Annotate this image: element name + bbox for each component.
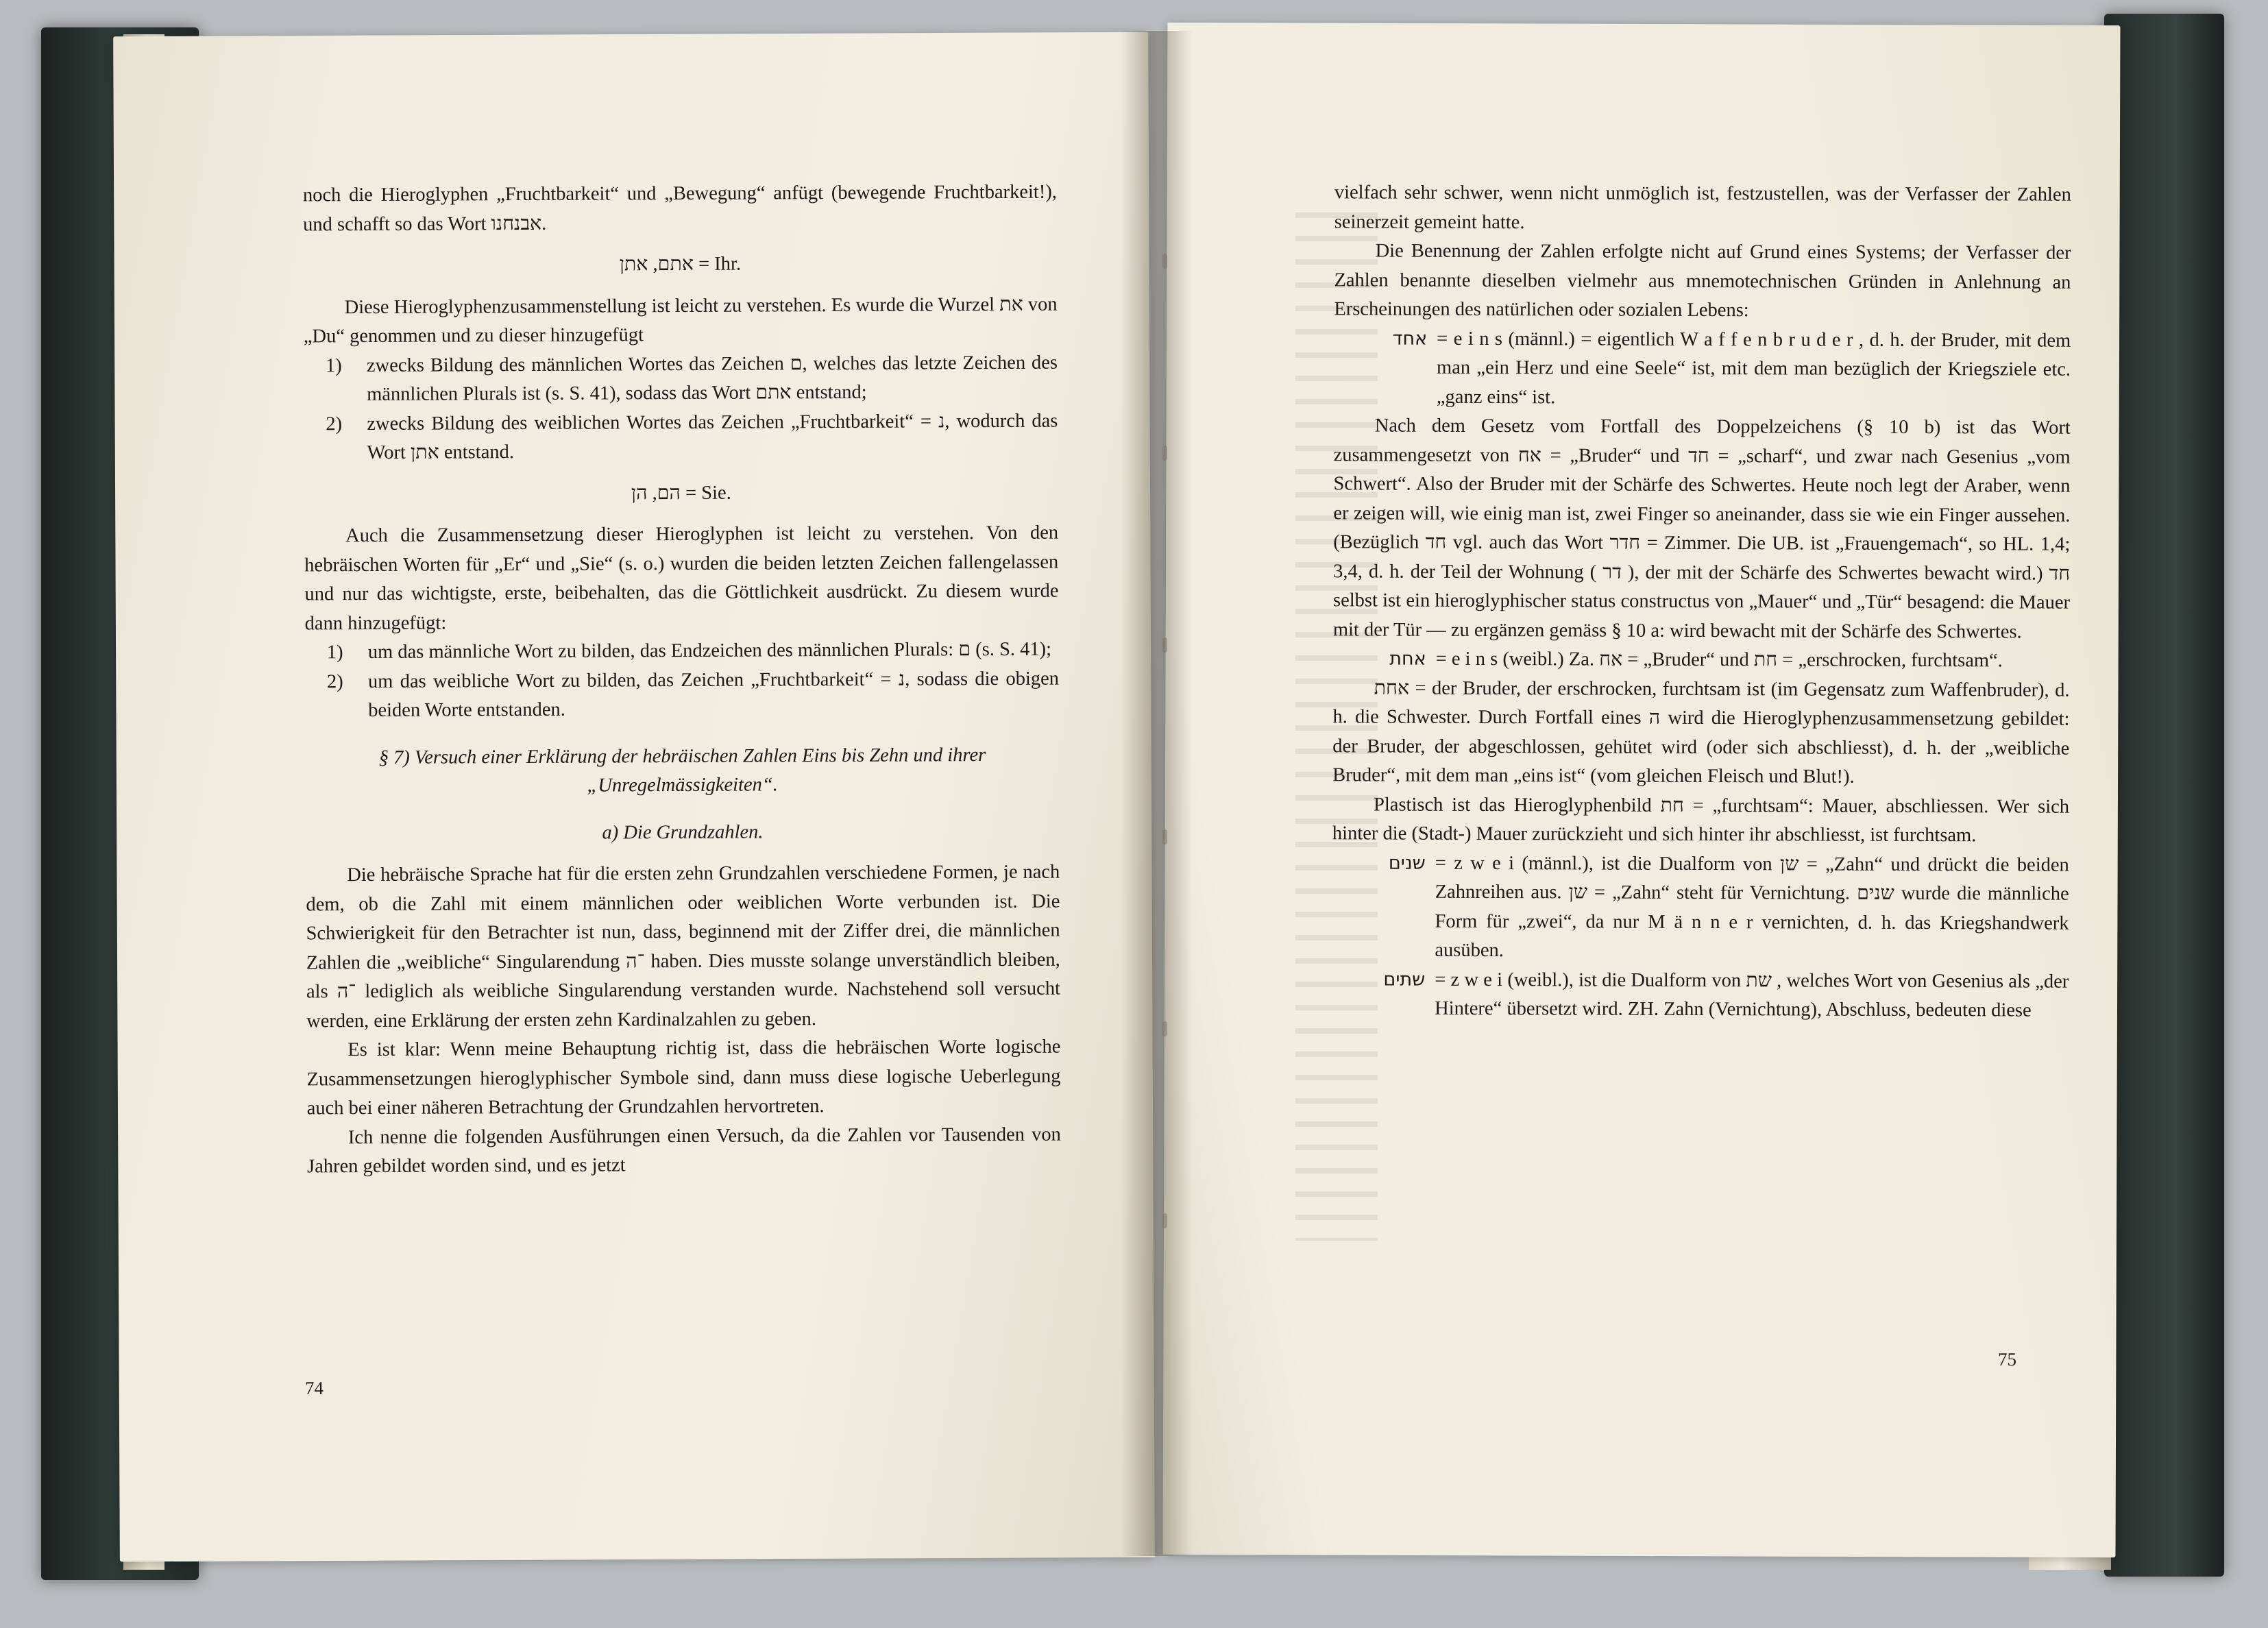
subsection-heading: a) Die Grundzahlen. [602, 821, 764, 844]
list-item-number: 1) [326, 642, 343, 664]
binding-stitch [1162, 254, 1167, 269]
paragraph: Es ist klar: Wenn meine Behauptung richtig ist, dass die hebräischen Worte logische Zusammensetzungen hieroglyphischer Symbole sind, dann muss diese logische Ueberlegung auch bei einer näheren Betrachtung der Grundzahlen hervortreten. [306, 1036, 1061, 1119]
paragraph: vielfach sehr schwer, wenn nicht unmöglich ist, festzustellen, was der Verfasser der Zahlen seinerzeit gemeint hatte. [1334, 182, 2071, 233]
list-item-number: 2) [326, 670, 343, 692]
binding-stitch [1162, 637, 1167, 653]
list-item [305, 664, 1059, 726]
numbered-list-1 [304, 348, 1058, 468]
paragraph: Ich nenne die folgenden Ausführungen einen Versuch, da die Zahlen vor Tausenden von Jahren gebildet worden sind, und es jetzt [307, 1123, 1061, 1178]
left-page-text-column [303, 178, 1061, 1182]
lexicon-entry [1332, 849, 2069, 967]
display-line-sie: הם, הן = Sie. [631, 482, 731, 504]
page-number-left: 74 [304, 1377, 324, 1399]
list-item-text: um das weibliche Wort zu bilden, das Zeichen „Fruchtbarkeit“ = נ, sodass die obigen beiden Worte entstanden. [367, 668, 1060, 721]
hebrew-lemma: אחד [1392, 328, 1428, 350]
book [41, 7, 2228, 1611]
hebrew-lemma: שתים [1383, 969, 1426, 991]
section-heading: § 7) Versuch einer Erklärung der hebräischen Zahlen Eins bis Zehn und ihrer „Unregelmässigkeiten“. [378, 744, 986, 797]
paragraph: Die hebräische Sprache hat für die ersten zehn Grundzahlen verschiedene Formen, je nach dem, ob die Zahl mit einem männlichen oder weiblichen Worte verbunden ist. Die Schwierigkeit für den Betrachter ist nun, dass, beginnend mit der Ziffer drei, die männlichen Zahlen die „weibliche“ Singularendung ־ה haben. Dies musste solange unverständlich bleiben, als ־ה lediglich als weibliche Singularendung verstanden wurde. Nachstehend soll versucht werden, eine Erklärung der ersten zehn Kardinalzahlen zu geben. [306, 861, 1061, 1032]
hebrew-lemma: אחת [1389, 648, 1426, 670]
lexicon-entry-text: = z w e i (männl.), ist die Dualform von שן = „Zahn“ und drückt die beiden Zahnreihen aus. שן = „Zahn“ steht für Vernichtung. שנים wurde die männliche Form für „zwei“, da nur M ä n n e r vernichten, d. h. das Kriegshandwerk ausüben. [1435, 852, 2069, 962]
binding-stitch [1162, 1213, 1167, 1228]
paragraph: Diese Hieroglyphenzusammenstellung ist leicht zu verstehen. Es wurde die Wurzel את von „Du“ genommen und zu dieser hinzugefügt [303, 293, 1058, 348]
lexicon-entry [1333, 644, 2070, 676]
page-number-right: 75 [1997, 1348, 2017, 1370]
display-line-ihr: אתם, אתן = Ihr. [619, 253, 742, 276]
lexicon-entry-text: = z w e i (weibl.), ist die Dualform von שת , welches Wort von Gesenius als „der Hintere“ übersetzt wird. ZH. Zahn (Vernichtung), Abschluss, bedeuten diese [1435, 969, 2069, 1021]
list-item [304, 406, 1058, 468]
lexicon-entry [1332, 965, 2069, 1025]
lexicon-entry-text: = e i n s (männl.) = eigentlich W a f f e n b r u d e r , d. h. der Bruder, mit dem man „ein Herz und eine Seele“ ist, mit dem man bezüglich der Kriegsziele etc. „ganz eins“ ist. [1436, 328, 2071, 408]
binding-stitch [1162, 446, 1167, 461]
book-cover-right [2104, 14, 2224, 1577]
paragraph: אחת = der Bruder, der erschrocken, furchtsam ist (im Gegensatz zum Waffenbruder), d. h. die Schwester. Durch Fortfall eines ה wird die Hieroglyphenzusammensetzung gebildet: der Bruder, der abgeschlossen, gehütet wird (oder sich abschliesst), d. h. der „weibliche Bruder“, mit dem man „eins ist“ (vom gleichen Fleisch und Blut!). [1332, 677, 2070, 788]
paragraph: Auch die Zusammensetzung dieser Hieroglyphen ist leicht zu verstehen. Von den hebräischen Worten für „Er“ und „Sie“ (s. o.) wurden die beiden letzten Zeichen fallengelassen und nur das wichtigste, erste, beibehalten, das die Göttlichkeit ausdrückt. Zu diesem wurde dann hinzugefügt: [304, 522, 1059, 634]
paragraph: Plastisch ist das Hieroglyphenbild חת = „furchtsam“: Mauer, abschliessen. Wer sich hinter die (Stadt-) Mauer zurückzieht und sich hinter ihr abschliesst, ist furchtsam. [1332, 793, 2070, 847]
paragraph: Nach dem Gesetz vom Fortfall des Doppelzeichens (§ 10 b) ist das Wort zusammengesetzt von אח = „Bruder“ und חד = „scharf“, und zwar nach Gesenius „vom Schwert“. Also der Bruder mit der Schärfe des Schwertes. Heute noch legt der Araber, wenn er zeigen will, wie einig man ist, zwei Finger so aneinander, dass sie wie ein Finger aussehen. (Bezüglich חד vgl. auch das Wort חדר = Zimmer. Die UB. ist „Frauengemach“, so HL. 1,4; 3,4, d. h. der Teil der Wohnung ( דר ), der mit der Schärfe des Schwertes bewacht wird.) חד selbst ist ein hieroglyphischer status constructus von „Mauer“ und „Tür“ besagend: die Mauer mit der Tür — zu ergänzen gemäss § 10 a: wird bewacht mit der Schärfe des Schwertes. [1332, 415, 2071, 642]
list-item-number: 1) [325, 354, 342, 376]
right-page-text-column [1332, 178, 2071, 1025]
lexicon-entry-text: = e i n s (weibl.) Za. אח = „Bruder“ und חת = „erschrocken, furchtsam“. [1435, 648, 2003, 672]
binding-stitch [1162, 829, 1167, 845]
list-item [304, 348, 1058, 410]
list-item-text: zwecks Bildung des männlichen Wortes das Zeichen ם, welches das letzte Zeichen des männlichen Plurals ist (s. S. 41), sodass das Wort אתם entstand; [366, 352, 1058, 406]
binding-stitch [1162, 1021, 1167, 1036]
paragraph: noch die Hieroglyphen „Fruchtbarkeit“ und „Bewegung“ anfügt (bewegende Fruchtbarkeit!), und schafft so das Wort אבנחנו. [302, 181, 1057, 235]
lexicon-entry [1334, 324, 2071, 414]
hebrew-lemma: שנים [1388, 852, 1426, 874]
paragraph: Die Benennung der Zahlen erfolgte nicht auf Grund eines Systems; der Verfasser der Zahlen benannte dieselben vielmehr aus mnemotechnischen Gründen in Anlehnung an Erscheinungen des natürlichen oder sozialen Lebens: [1334, 240, 2071, 321]
list-item-text: um das männliche Wort zu bilden, das Endzeichen des männlichen Plurals: ם (s. S. 41); [367, 638, 1052, 663]
numbered-list-2 [305, 635, 1060, 726]
list-item-text: zwecks Bildung des weiblichen Wortes das Zeichen „Fruchtbarkeit“ = נ, wodurch das Wort אתן entstand. [367, 410, 1058, 464]
list-item-number: 2) [326, 413, 343, 435]
list-item [305, 635, 1059, 668]
